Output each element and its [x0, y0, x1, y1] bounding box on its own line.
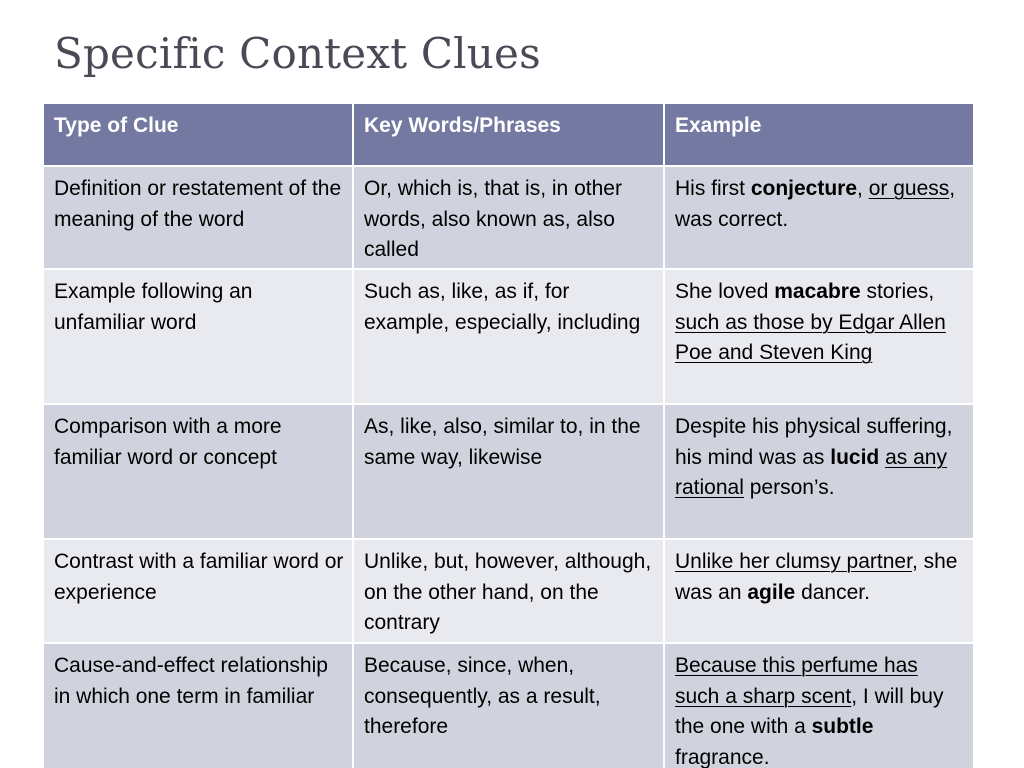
cell-key-words: Such as, like, as if, for example, especially, including: [353, 269, 664, 404]
example-target-word: conjecture: [750, 177, 858, 200]
cell-example: [664, 643, 974, 768]
cell-example: [664, 539, 974, 643]
table-row-example: [43, 269, 974, 404]
cell-clue-type: Definition or restatement of the meaning of the word: [43, 166, 353, 269]
example-text: His first: [675, 177, 751, 200]
example-text: Despite his physical suffering, his mind was as: [675, 415, 953, 469]
example-clue-phrase: as any rational: [675, 445, 947, 499]
example-text: ,: [857, 177, 869, 200]
header-example: Example: [664, 103, 974, 166]
example-target-word: subtle: [811, 715, 874, 738]
example-text: , was correct.: [675, 177, 956, 231]
table-row-definition: [43, 166, 974, 269]
example-text: fragrance.: [675, 745, 770, 768]
example-target-word: macabre: [774, 280, 861, 303]
cell-key-words: Because, since, when, consequently, as a result, therefore: [353, 643, 664, 768]
cell-key-words: As, like, also, similar to, in the same way, likewise: [353, 404, 664, 539]
example-text: stories,: [860, 280, 935, 303]
example-clue-phrase: Because this perfume has such a sharp scent: [675, 654, 918, 708]
cell-clue-type: Comparison with a more familiar word or concept: [43, 404, 353, 539]
example-clue-phrase: such as those by Edgar Allen Poe and Steven King: [675, 310, 946, 364]
example-text: , I will buy the one with a: [675, 684, 944, 738]
cell-clue-type: Cause-and-effect relationship in which one term in familiar: [43, 643, 353, 768]
table-row-comparison: [43, 404, 974, 539]
cell-example: [664, 166, 974, 269]
header-key-words: Key Words/Phrases: [353, 103, 664, 166]
example-target-word: agile: [747, 580, 796, 604]
cell-example: [664, 404, 974, 539]
cell-example: [664, 269, 974, 404]
example-clue-phrase: Unlike her clumsy partner: [675, 550, 912, 573]
example-text: , she was an: [675, 550, 958, 604]
context-clues-table: [42, 102, 975, 768]
table-row-cause-effect: [43, 643, 974, 768]
cell-key-words: Or, which is, that is, in other words, also known as, also called: [353, 166, 664, 269]
cell-clue-type: Contrast with a familiar word or experience: [43, 539, 353, 643]
example-text: She loved: [675, 280, 775, 303]
example-text: person’s.: [743, 476, 835, 499]
example-target-word: lucid: [830, 445, 880, 469]
slide-title: Specific Context Clues: [54, 29, 541, 78]
table-header-row: [43, 103, 974, 166]
header-type-of-clue: Type of Clue: [43, 103, 353, 166]
cell-key-words: Unlike, but, however, although, on the other hand, on the contrary: [353, 539, 664, 643]
example-clue-phrase: or guess: [868, 177, 950, 200]
example-text: dancer.: [795, 580, 870, 604]
table-row-contrast: [43, 539, 974, 643]
cell-clue-type: Example following an unfamiliar word: [43, 269, 353, 404]
